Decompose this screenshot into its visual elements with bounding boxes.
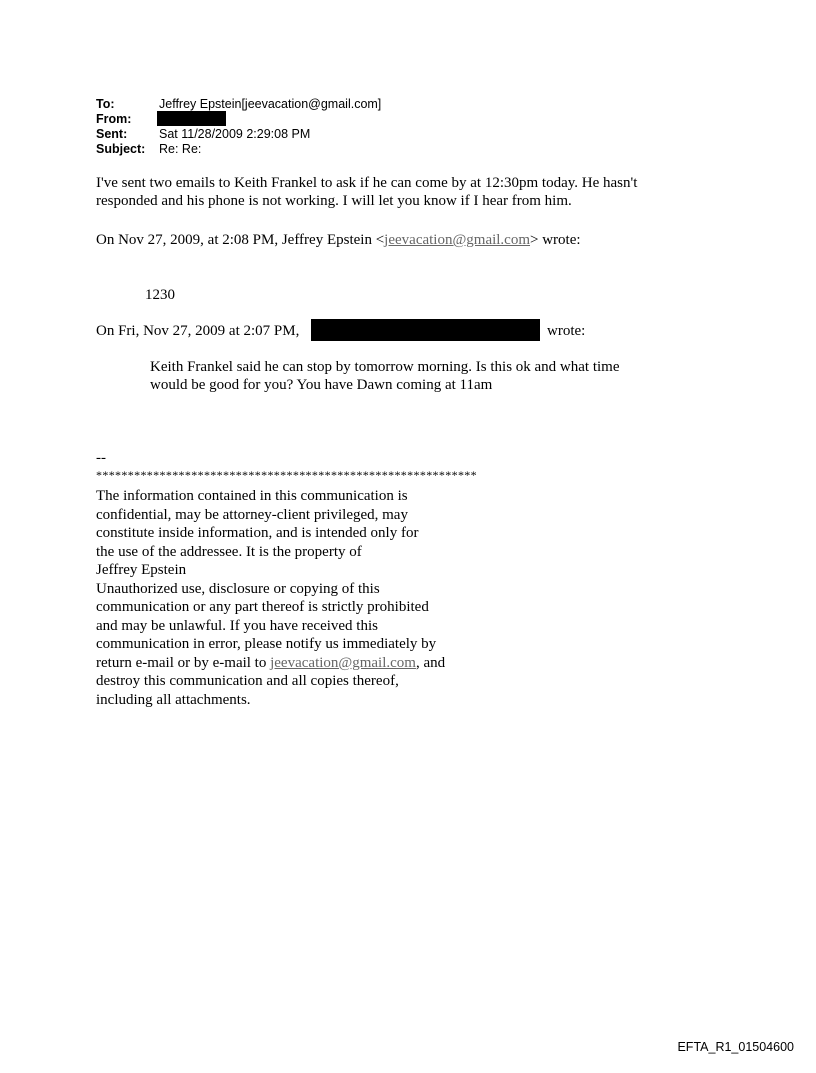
body-line: responded and his phone is not working. I will let you know if I hear from him. [96, 193, 572, 209]
disclaimer-line: Jeffrey Epstein [96, 562, 187, 578]
disclaimer-line: destroy this communication and all copies thereof, [96, 673, 399, 689]
reply-text: 1230 [145, 287, 175, 303]
quote-prefix: On Nov 27, 2009, at 2:08 PM, Jeffrey Epstein < [96, 232, 385, 248]
quote-suffix: wrote: [547, 323, 586, 339]
disclaimer-line: constitute inside information, and is intended only for [96, 525, 419, 541]
disclaimer-line: Unauthorized use, disclosure or copying of this [96, 580, 380, 597]
subject-label: Subject: [96, 142, 146, 156]
sent-label: Sent: [96, 127, 128, 141]
quoted-line: Keith Frankel said he can stop by tomorrow morning. Is this ok and what time [150, 359, 620, 375]
body-line: I've sent two emails to Keith Frankel to ask if he can come by at 12:30pm today. He hasn't [96, 175, 638, 191]
to-value: Jeffrey Epstein[jeevacation@gmail.com] [159, 97, 382, 111]
disclaimer-email-line [96, 654, 445, 673]
signature-dashes: -- [96, 450, 106, 466]
disclaimer-line: communication or any part thereof is strictly prohibited [96, 599, 429, 615]
from-redaction [157, 111, 226, 126]
signature-stars: ************************************************************ [96, 468, 477, 482]
disclaimer-text: , and [415, 654, 446, 671]
from-label: From: [96, 112, 132, 126]
disclaimer-line: confidential, may be attorney-client privileged, may [96, 506, 408, 523]
disclaimer-line: and may be unlawful. If you have received this [96, 617, 378, 634]
disclaimer-line: including all attachments. [96, 691, 251, 708]
email-link[interactable]: jeevacation@gmail.com [384, 232, 531, 248]
quote-attribution [96, 231, 581, 250]
quoted-line: would be good for you? You have Dawn coming at 11am [150, 377, 493, 393]
quote-attribution: On Fri, Nov 27, 2009 at 2:07 PM, [96, 323, 300, 339]
disclaimer-line: the use of the addressee. It is the property of [96, 543, 362, 560]
email-link[interactable]: jeevacation@gmail.com [270, 654, 416, 671]
subject-value: Re: Re: [159, 142, 202, 156]
sender-redaction [311, 319, 540, 341]
quote-suffix: > wrote: [530, 232, 581, 248]
document-id: EFTA_R1_01504600 [677, 1040, 794, 1054]
disclaimer-line: The information contained in this communication is [96, 488, 408, 504]
disclaimer-text: return e-mail or by e-mail to [96, 654, 271, 671]
to-label: To: [96, 97, 115, 111]
disclaimer-line: communication in error, please notify us immediately by [96, 636, 437, 652]
sent-value: Sat 11/28/2009 2:29:08 PM [159, 127, 311, 141]
